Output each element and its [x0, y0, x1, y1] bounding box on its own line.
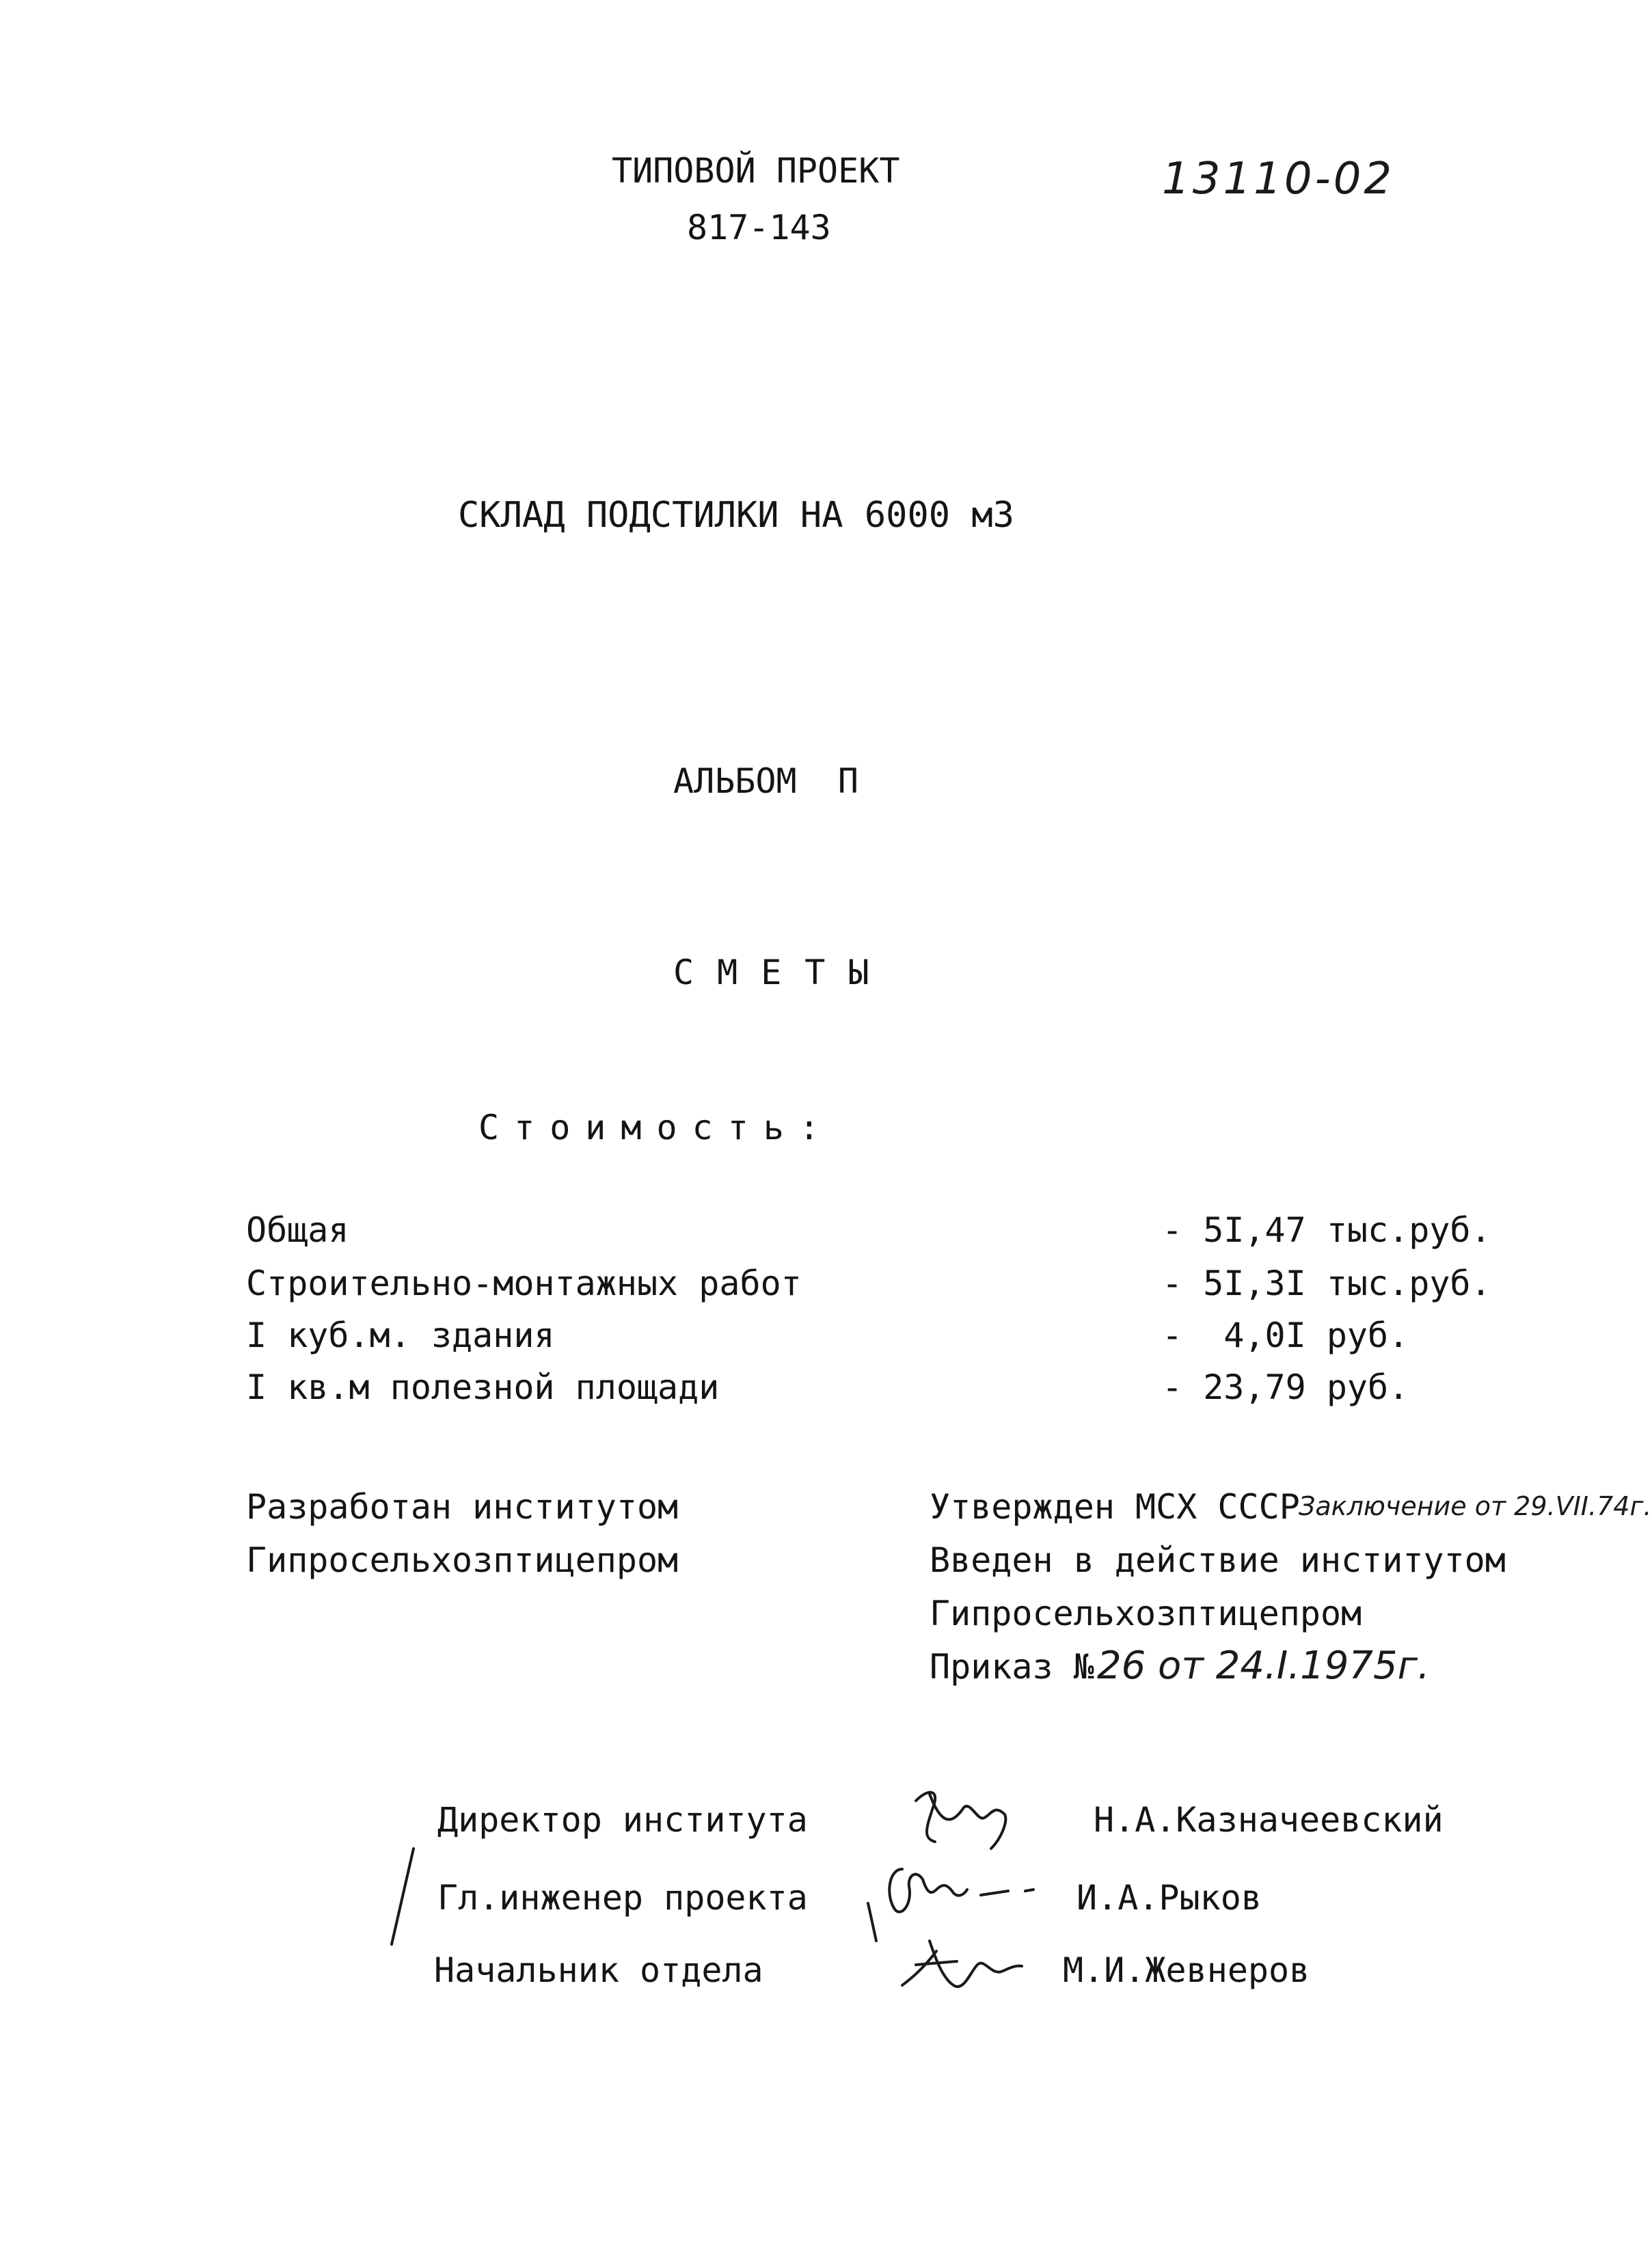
- developed-by-label: Разработан институтом: [246, 1487, 679, 1527]
- cost-row-value: - 5I,3I тыс.руб.: [1162, 1264, 1491, 1303]
- cost-heading: Стоимость:: [478, 1108, 835, 1147]
- signatory-role: Гл.инженер проекта: [437, 1878, 808, 1918]
- cost-row-label: Общая: [246, 1210, 349, 1250]
- signatory-name: Н.А.Казначеевский: [1094, 1800, 1444, 1840]
- director-signature: [902, 1780, 1018, 1855]
- order-number-handwritten: 26 от 24.I.1975г.: [1097, 1644, 1430, 1688]
- cost-row-label: I кв.м полезной площади: [246, 1367, 720, 1407]
- enacted-by-label: Введен в действие институтом: [930, 1540, 1506, 1580]
- cost-row-value: - 4,0I руб.: [1162, 1316, 1409, 1355]
- cost-row-value: - 5I,47 тыс.руб.: [1162, 1210, 1491, 1250]
- signatory-role: Начальник отдела: [434, 1950, 763, 1990]
- approved-by-label: Утвержден МСХ СССР: [930, 1487, 1300, 1527]
- signatory-name: М.И.Жевнеров: [1063, 1950, 1310, 1990]
- margin-stroke: [386, 1845, 420, 1948]
- department-head-signature: [889, 1924, 1025, 2006]
- cost-row-value: - 23,79 руб.: [1162, 1367, 1409, 1407]
- signatory-name: И.А.Рыков: [1076, 1878, 1262, 1918]
- developed-by-institute: Гипросельхозптицепром: [246, 1540, 679, 1580]
- document-title: СКЛАД ПОДСТИЛКИ НА 6000 м3: [458, 495, 1014, 536]
- cost-row-label: I куб.м. здания: [246, 1316, 555, 1355]
- project-code: 817-143: [687, 208, 831, 247]
- cost-row-label: Строительно-монтажных работ: [246, 1264, 802, 1303]
- section-title: СМЕТЫ: [673, 953, 893, 992]
- order-label: Приказ №: [930, 1647, 1094, 1687]
- signatory-role: Директор института: [437, 1800, 808, 1840]
- handwritten-project-number: 13110-02: [1162, 154, 1395, 204]
- album-label: АЛЬБОМ П: [673, 761, 858, 801]
- project-type-label: ТИПОВОЙ ПРОЕКТ: [612, 151, 900, 191]
- enacted-by-institute: Гипросельхозптицепром: [930, 1594, 1362, 1633]
- approval-conclusion-handwritten: Заключение от 29.VII.74г.: [1299, 1491, 1652, 1521]
